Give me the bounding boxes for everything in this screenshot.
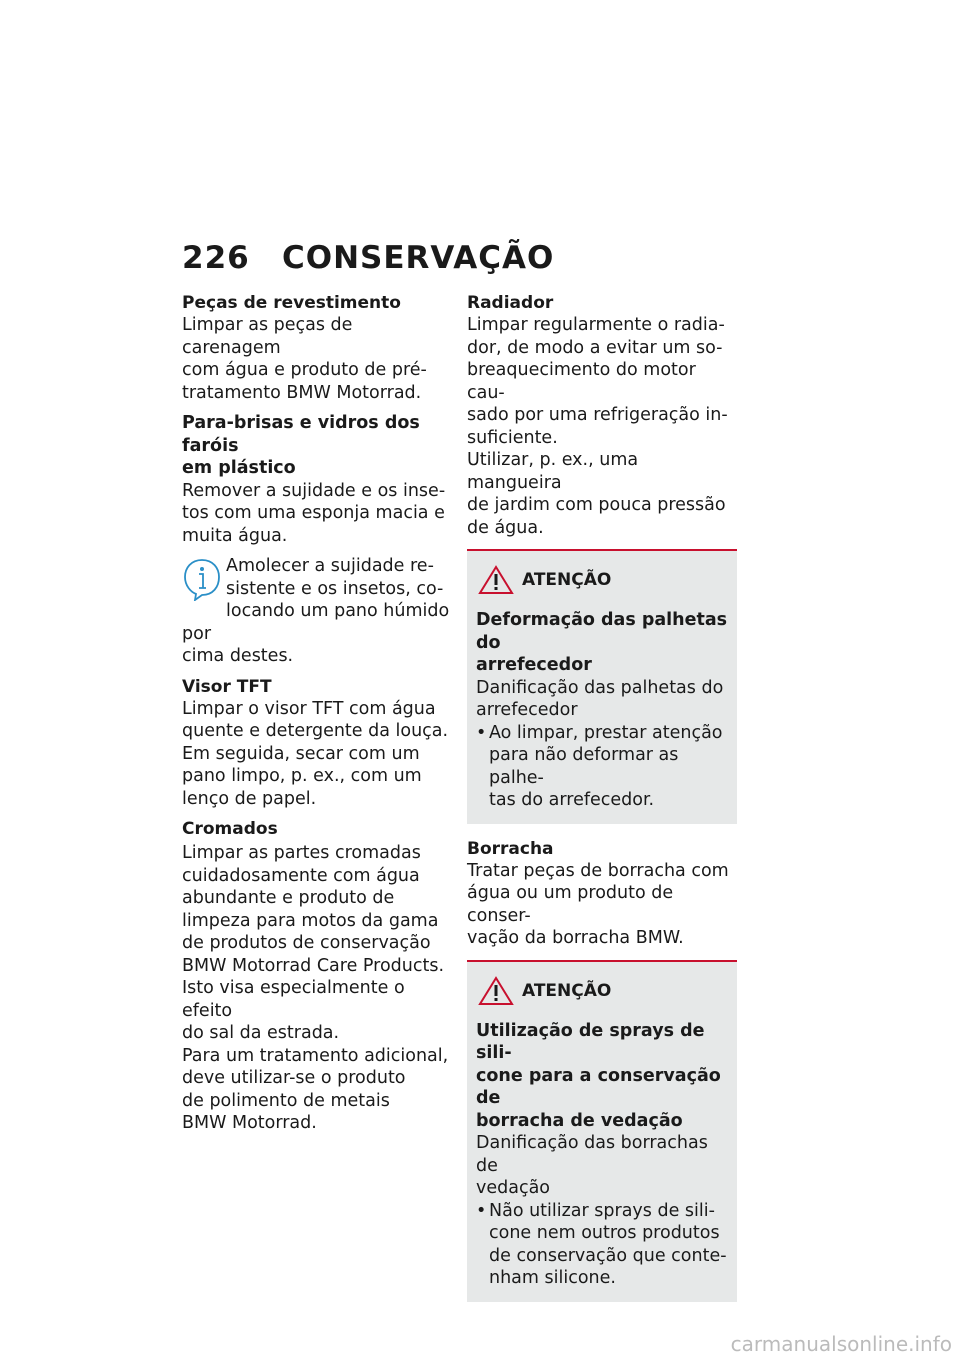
warning-box <box>467 549 737 824</box>
warning-triangle-icon <box>478 565 514 595</box>
section-body: Limpar as partes cromadas cuidadosamente com água abundante e produto de limpeza para motos da gama de produtos de conservação BMW Motorrad Care Products. Isto visa especialmente o efeito do sal da estrada. <box>182 843 445 1043</box>
section-body: Utilizar, p. ex., uma mangueira de jardim com pouca pressão de água. <box>467 450 726 538</box>
section-body: Remover a sujidade e os inse- tos com uma esponja macia e muita água. <box>182 480 446 546</box>
section-heading: Peças de revestimento <box>182 293 401 313</box>
warning-cause: Danificação das borrachas de vedação <box>476 1133 708 1198</box>
section-heading: Para-brisas e vidros dos faróis em plástico <box>182 413 420 478</box>
right-column <box>467 292 737 1302</box>
section-heading: Cromados <box>182 819 278 839</box>
page-header <box>182 240 554 276</box>
section-body: Limpar o visor TFT com água quente e detergente da louça. Em seguida, secar com um pano limpo, p. ex., com um lenço de papel. <box>182 698 449 809</box>
warning-bullet: • Ao limpar, prestar atenção para não deformar as palhe- tas do arrefecedor. <box>476 722 723 810</box>
section-body: Para um tratamento adicional, deve utilizar-se o produto de polimento de metais BMW Motorrad. <box>182 1045 449 1133</box>
info-note <box>182 555 452 668</box>
warning-header <box>476 976 729 1006</box>
warning-title: Deformação das palhetas do arrefecedor <box>476 610 728 675</box>
note-body: Amolecer a sujidade re- sistente e os insetos, co- locando um pano húmido por cima destes. <box>182 556 450 666</box>
warning-bullet: • Não utilizar sprays de sili- cone nem outros produtos de conservação que conte- nham silicone. <box>476 1200 727 1288</box>
info-icon <box>182 557 222 601</box>
chapter-title: CONSERVAÇÃO <box>282 240 555 276</box>
warning-box <box>467 960 737 1302</box>
warning-title: Utilização de sprays de sili- cone para a conservação de borracha de vedação <box>476 1020 721 1131</box>
section-heading: Radiador <box>467 293 554 313</box>
watermark: carmanualsonline.info <box>730 1332 952 1356</box>
page-number: 226 <box>182 240 250 276</box>
section-body: Limpar as peças de carenagem com água e produto de pré- tratamento BMW Motorrad. <box>182 315 427 403</box>
section-body: Limpar regularmente o radia- dor, de modo a evitar um so- breaquecimento do motor cau- sado por uma refrigeração in- suficiente. <box>467 315 728 448</box>
left-column <box>182 292 452 1135</box>
warning-cause: Danificação das palhetas do arrefecedor <box>476 677 724 720</box>
section-body: Tratar peças de borracha com água ou um produto de conser- vação da borracha BMW. <box>467 860 729 948</box>
warning-label: ATENÇÃO <box>522 570 612 590</box>
warning-label: ATENÇÃO <box>522 980 612 1001</box>
section-heading: Borracha <box>467 838 554 859</box>
warning-header <box>476 565 729 595</box>
section-heading: Visor TFT <box>182 676 272 697</box>
warning-triangle-icon <box>478 976 514 1006</box>
